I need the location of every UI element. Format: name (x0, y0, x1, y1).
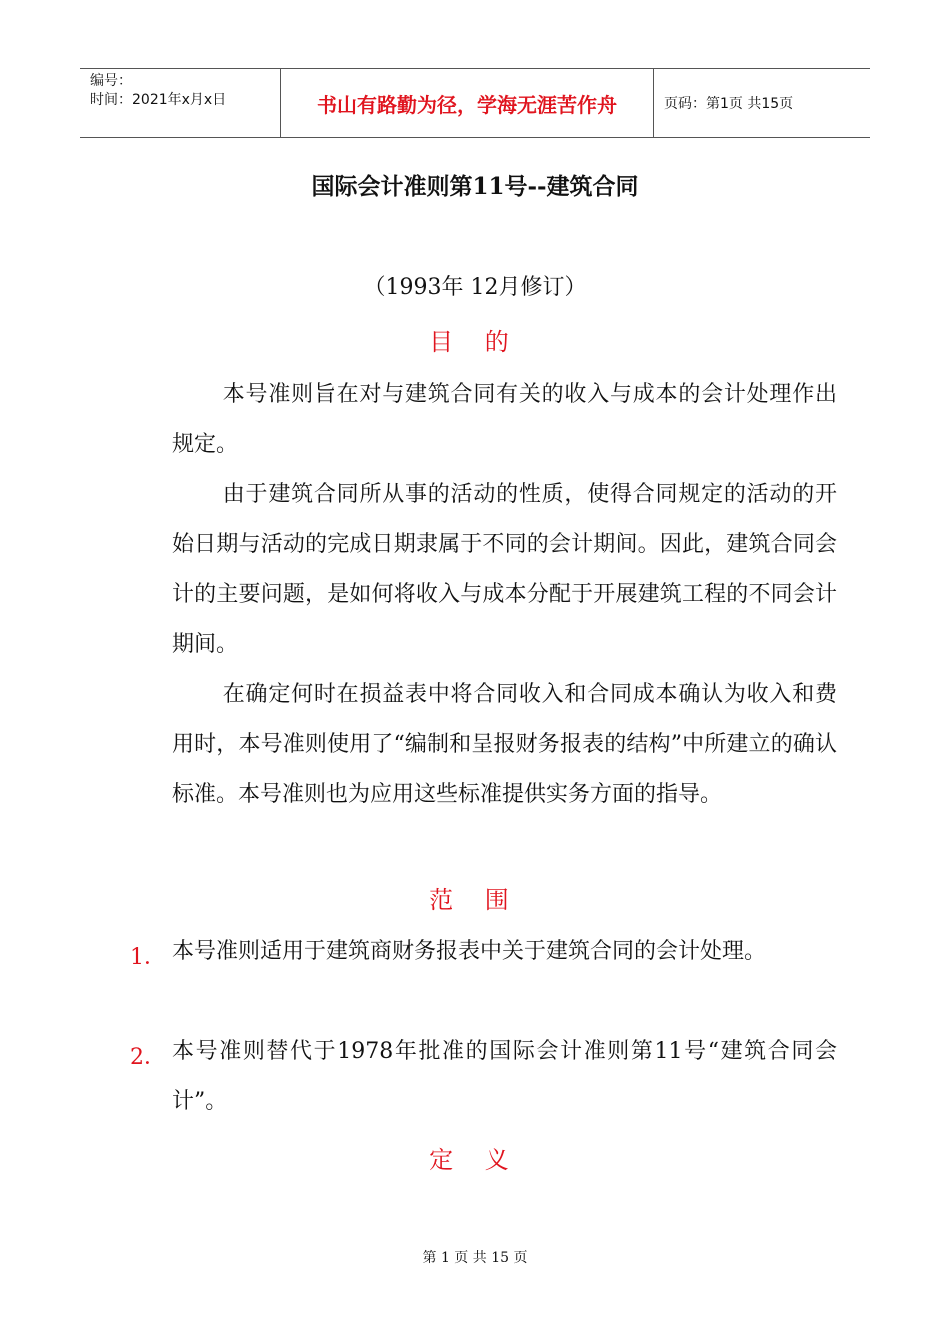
paragraph-purpose-2 (172, 470, 837, 670)
page-footer: 第 1 页 共 15 页 (422, 1250, 528, 1266)
list-item-number: 1． (130, 945, 166, 970)
header-motto: 书山有路勤为径，学海无涯苦作舟 (281, 69, 654, 137)
section-heading-scope: 范 围 (429, 886, 521, 914)
time-label: 时间：2021年x月x日 (90, 92, 227, 108)
list-item-number: 2． (130, 1045, 166, 1070)
header-page-info: 页码：第1页 共15页 (664, 96, 794, 112)
list-item: 本号准则替代于1978年批准的国际会计准则第11号“建筑合同会计”。 (172, 1039, 837, 1114)
document-title: 国际会计准则第11号--建筑合同 (311, 173, 639, 200)
paragraph-text: 在确定何时在损益表中将合同收入和合同成本确认为收入和费用时，本号准则使用了“编制和呈报财务报表的结构”中所建立的确认标准。本号准则也为应用这些标准提供实务方面的指导。 (172, 682, 837, 807)
paragraph-text: 本号准则旨在对与建筑合同有关的收入与成本的会计处理作出规定。 (172, 382, 837, 457)
paragraph-text: 由于建筑合同所从事的活动的性质，使得合同规定的活动的开始日期与活动的完成日期隶属于不同的会计期间。因此，建筑合同会计的主要问题，是如何将收入与成本分配于开展建筑工程的不同会计期间。 (172, 482, 837, 657)
document-header (80, 68, 870, 138)
section-heading-purpose: 目 的 (429, 328, 521, 356)
section-heading-definitions: 定 义 (429, 1146, 521, 1174)
document-subtitle: （1993年 12月修订） (363, 275, 587, 300)
paragraph-purpose-1 (172, 370, 837, 470)
list-item: 本号准则适用于建筑商财务报表中关于建筑合同的会计处理。 (172, 939, 767, 964)
number-label: 编号： (90, 73, 132, 89)
paragraph-purpose-3 (172, 670, 837, 820)
header-meta (80, 69, 281, 137)
